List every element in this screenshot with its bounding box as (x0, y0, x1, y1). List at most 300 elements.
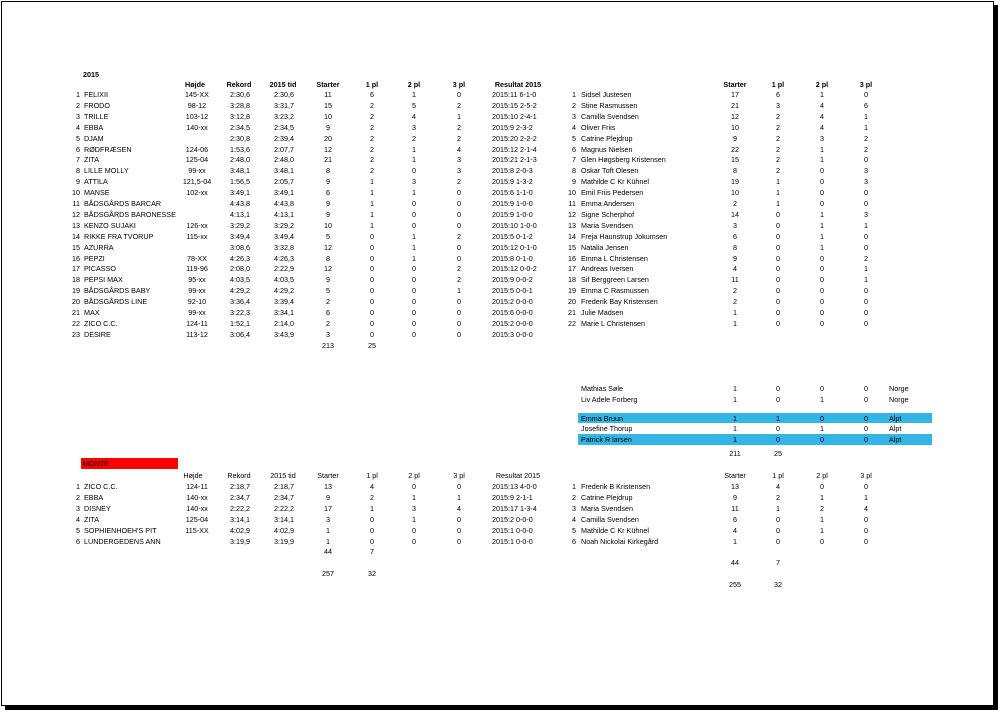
rider-2pl: 0 (820, 166, 824, 176)
rider-1pl: 1 (776, 188, 780, 198)
horse-rekord: 3:29,2 (230, 220, 250, 230)
horse-rank: 2 (76, 100, 80, 110)
rider-starter: 19 (731, 177, 739, 187)
horse-3pl: 0 (457, 318, 461, 328)
horse-1pl: 1 (370, 188, 374, 198)
rider-1pl: 2 (776, 492, 780, 502)
horse-2015-tid: 3:31,7 (274, 100, 294, 110)
horse-2pl: 0 (412, 220, 416, 230)
horse-2pl: 0 (412, 264, 416, 274)
horse-3pl: 2 (457, 133, 461, 143)
monte-riders-total-1pl: 7 (776, 558, 780, 567)
rider-name: Marie L Christensen (581, 318, 646, 328)
rider-3pl: 0 (864, 242, 868, 252)
rider-rank: 13 (568, 220, 576, 230)
rider-1pl: 0 (776, 242, 780, 252)
rider-starter: 9 (733, 492, 737, 502)
horse-rank: 7 (76, 155, 80, 165)
rider-1pl: 0 (776, 536, 780, 546)
horse-resultat: 2015:5 0-1-2 (492, 231, 533, 241)
extra-rider-3pl: 0 (864, 384, 868, 393)
horse-resultat: 2015:20 2-2-2 (492, 133, 537, 143)
horse-starter: 13 (324, 482, 332, 491)
horse-3pl: 2 (457, 100, 461, 110)
horse-2015-tid: 2:14,0 (274, 318, 294, 328)
horse-starter: 10 (324, 111, 332, 121)
rider-header-3pl: 3 pl (859, 80, 873, 89)
rider-starter: 3 (733, 220, 737, 230)
horse-2pl: 5 (412, 100, 416, 110)
rider-2pl: 0 (820, 286, 824, 296)
rider-name: Magnus Nielsen (581, 144, 633, 154)
rider-1pl: 0 (776, 209, 780, 219)
horse-resultat: 2015:12 2-1-4 (492, 144, 537, 154)
rider-name: Catrine Plejdrup (581, 133, 633, 143)
horse-1pl: 0 (370, 264, 374, 274)
rider-starter: 1 (733, 308, 737, 317)
rider-rank: 21 (568, 308, 576, 317)
rider-1pl: 4 (776, 482, 780, 491)
horse-2pl: 0 (412, 329, 416, 339)
rider-2pl: 1 (820, 155, 824, 165)
horse-starter: 1 (326, 536, 330, 546)
monte-title: MONTE (83, 459, 109, 468)
rider-name: Oliver Friis (581, 122, 616, 132)
rider-2pl: 0 (820, 253, 824, 263)
horse-name: PICASSO (84, 264, 116, 274)
horse-name: ZICO C.C. (84, 318, 118, 328)
horse-3pl: 2 (457, 275, 461, 285)
horse-2015-tid: 3:14,1 (274, 514, 294, 524)
rider-starter: 10 (731, 122, 739, 132)
horse-starter: 17 (324, 503, 332, 513)
horse-1pl: 0 (370, 242, 374, 252)
rider-3pl: 0 (864, 90, 868, 99)
horse-3pl: 0 (457, 242, 461, 252)
rider-3pl: 3 (864, 209, 868, 219)
rider-2pl: 2 (820, 503, 824, 513)
monte-header-resultat: Resultat 2015 (495, 471, 541, 480)
horse-rank: 9 (76, 177, 80, 187)
horse-starter: 10 (324, 220, 332, 230)
rider-3pl: 3 (864, 166, 868, 176)
horse-rank: 12 (72, 209, 80, 219)
header-hojde: Højde (185, 80, 205, 89)
horse-starter: 1 (326, 525, 330, 535)
rider-3pl: 0 (864, 514, 868, 524)
horse-3pl: 1 (457, 286, 461, 296)
horse-rekord: 3:49,4 (230, 231, 250, 241)
horse-rekord: 3:49,1 (230, 188, 250, 198)
horse-rank: 3 (76, 503, 80, 513)
horse-name: BÅDSGÅRDS BARONESSE (84, 209, 176, 219)
rider-rank: 8 (572, 166, 576, 176)
horse-resultat: 2015:9 0-0-2 (492, 275, 533, 285)
horse-starter: 8 (326, 253, 330, 263)
horse-1pl: 0 (370, 329, 374, 339)
rider-starter: 10 (731, 188, 739, 198)
horse-1pl: 2 (370, 111, 374, 121)
rider-1pl: 1 (776, 177, 780, 187)
rider-2pl: 1 (820, 220, 824, 230)
horse-starter: 9 (326, 177, 330, 187)
rider-name: Freja Haunstrup Jokumsen (581, 231, 668, 241)
rider-name: Glen Høgsberg Kristensen (581, 155, 666, 165)
rider-3pl: 0 (864, 308, 868, 317)
monte-header-starter: Starter (317, 471, 339, 480)
horse-resultat: 2015:8 0-1-0 (492, 253, 533, 263)
rider-3pl: 1 (864, 264, 868, 274)
rider-starter: 8 (733, 166, 737, 176)
horse-resultat: 2015:17 1-3-4 (492, 503, 537, 513)
horse-starter: 3 (326, 514, 330, 524)
horse-starter: 5 (326, 231, 330, 241)
horse-hojde: 113-12 (186, 329, 208, 339)
horse-name: MANSE (84, 188, 110, 198)
rider-1pl: 0 (776, 318, 780, 328)
horse-rank: 2 (76, 492, 80, 502)
rider-3pl: 6 (864, 100, 868, 110)
horse-name: ZITA (84, 514, 100, 524)
rider-starter: 2 (733, 297, 737, 307)
horse-name: RØDFRÆSEN (84, 144, 132, 154)
horse-2pl: 3 (412, 122, 416, 132)
rider-2pl: 1 (820, 492, 824, 502)
rider-1pl: 2 (776, 133, 780, 143)
rider-1pl: 2 (776, 111, 780, 121)
extra-rider-name: Patrick R larsen (581, 435, 632, 445)
horse-rekord: 1:53,6 (230, 144, 250, 154)
rider-name: Signe Scherphof (581, 209, 635, 219)
horse-2015-tid: 2:34,7 (274, 492, 294, 502)
rider-starter: 17 (731, 90, 739, 99)
horses-total-starter: 213 (322, 340, 334, 350)
horse-rekord: 2:30,8 (230, 133, 250, 143)
rider-3pl: 1 (864, 111, 868, 121)
horse-2pl: 0 (412, 482, 416, 491)
horse-hojde: 124-06 (185, 144, 209, 154)
monte-header-2pl: 2 pl (408, 471, 420, 480)
monte-header-rekord: Rekord (227, 471, 251, 480)
horse-2015-tid: 3:19,9 (274, 536, 294, 546)
horse-1pl: 2 (370, 133, 374, 143)
rider-3pl: 0 (864, 482, 868, 491)
horse-starter: 6 (326, 188, 330, 198)
horse-hojde: 124-11 (186, 482, 208, 491)
rider-starter: 13 (731, 482, 739, 491)
year-title: 2015 (83, 70, 99, 79)
horse-3pl: 0 (457, 308, 461, 317)
rider-rank: 1 (572, 482, 576, 491)
horse-3pl: 1 (457, 111, 461, 121)
horse-starter: 12 (324, 264, 332, 274)
horse-3pl: 1 (457, 492, 461, 502)
rider-2pl: 0 (820, 318, 824, 328)
horse-hojde: 98-12 (187, 100, 207, 110)
horse-2015-tid: 3:32,8 (274, 242, 294, 252)
horse-3pl: 0 (457, 253, 461, 263)
rider-2pl: 1 (820, 231, 824, 241)
horse-rank: 6 (76, 144, 80, 154)
rider-rank: 6 (572, 144, 576, 154)
horse-resultat: 2015:9 1-3-2 (492, 177, 533, 187)
horse-starter: 21 (324, 155, 332, 165)
rider-rank: 3 (572, 111, 576, 121)
horse-2pl: 1 (412, 144, 416, 154)
rider-1pl: 0 (776, 525, 780, 535)
rider-starter: 1 (733, 536, 737, 546)
horse-rekord: 3:14,1 (230, 514, 250, 524)
horse-starter: 2 (326, 297, 330, 307)
horse-resultat: 2015:2 0-0-0 (492, 297, 533, 307)
extra-rider-1pl: 0 (776, 384, 780, 393)
rider-2pl: 1 (820, 242, 824, 252)
horse-rekord: 3:08,6 (230, 242, 250, 252)
rider-3pl: 0 (864, 525, 868, 535)
horse-starter: 12 (324, 242, 332, 252)
horse-name: EBBA (84, 492, 104, 502)
rider-starter: 11 (731, 503, 739, 513)
horse-starter: 6 (326, 308, 330, 317)
rider-starter: 2 (733, 286, 737, 296)
horse-resultat: 2015:1 0-0-0 (492, 536, 533, 546)
horse-3pl: 2 (457, 122, 461, 132)
horse-rekord: 2:18,7 (230, 482, 250, 491)
horse-hojde: 126-xx (186, 220, 208, 230)
horse-resultat: 2015:2 0-0-0 (492, 514, 533, 524)
horse-rank: 11 (72, 199, 80, 208)
horse-2015-tid: 4:43,8 (274, 199, 294, 208)
horse-resultat: 2015:12 0-1-0 (492, 242, 537, 252)
rider-3pl: 2 (864, 133, 868, 143)
horse-name: DESIRE (84, 329, 111, 339)
horse-1pl: 0 (370, 536, 374, 546)
rider-1pl: 2 (776, 155, 780, 165)
rider-rank: 12 (568, 209, 576, 219)
horse-rank: 3 (76, 111, 80, 121)
horse-rank: 17 (72, 264, 80, 274)
horse-hojde: 140-xx (186, 122, 208, 132)
rider-starter: 21 (731, 100, 739, 110)
horse-resultat: 2015:21 2-1-3 (492, 155, 537, 165)
horse-starter: 3 (326, 329, 330, 339)
rider-1pl: 0 (776, 297, 780, 307)
horse-hojde: 99-xx (188, 308, 206, 317)
horse-2015-tid: 3:39,4 (274, 297, 294, 307)
horse-rank: 6 (76, 536, 80, 546)
rider-2pl: 3 (820, 133, 824, 143)
rider-1pl: 3 (776, 100, 780, 110)
horse-hojde: 102-xx (186, 188, 208, 198)
horse-rank: 15 (72, 242, 80, 252)
horse-2015-tid: 2:22,2 (274, 503, 294, 513)
rider-starter: 12 (731, 111, 739, 121)
horse-2pl: 1 (412, 231, 416, 241)
horse-resultat: 2015:3 0-0-0 (492, 329, 533, 339)
rider-starter: 4 (733, 264, 737, 274)
horse-starter: 8 (326, 166, 330, 176)
extra-rider-starter: 1 (733, 394, 737, 404)
rider-name: Emil Friis Pedersen (581, 188, 644, 198)
horse-name: DISNEY (84, 503, 111, 513)
rider-name: Stine Rasmussen (581, 100, 638, 110)
horse-2pl: 3 (412, 503, 416, 513)
horse-2pl: 0 (412, 536, 416, 546)
rider-name: Emma L Christensen (581, 253, 648, 263)
horse-name: EBBA (84, 122, 104, 132)
rider-starter: 6 (733, 514, 737, 524)
rider-name: Mathilde C Kr Kühnel (581, 177, 649, 187)
horse-starter: 9 (326, 492, 330, 502)
rider-rank: 3 (572, 503, 576, 513)
rider-3pl: 0 (864, 286, 868, 296)
horse-3pl: 0 (457, 514, 461, 524)
horse-2015-tid: 2:05,7 (274, 177, 294, 187)
horse-resultat: 2015:8 2-0-3 (492, 166, 533, 176)
horse-rekord: 3:28,8 (230, 100, 250, 110)
horse-2015-tid: 3:29,2 (274, 220, 294, 230)
rider-name: Emma Andersen (581, 199, 635, 208)
horse-1pl: 2 (370, 155, 374, 165)
horse-name: TRILLE (84, 111, 109, 121)
monte-rider-header-1pl: 1 pl (772, 471, 784, 480)
horse-resultat: 2015:9 1-0-0 (492, 199, 533, 208)
horse-name: FRODO (84, 100, 110, 110)
horse-name: BÅDSGÅRDS BARCAR (84, 199, 162, 208)
rider-2pl: 0 (820, 177, 824, 187)
horse-3pl: 0 (457, 199, 461, 208)
horse-rekord: 3:22,3 (230, 308, 250, 317)
horse-rank: 1 (76, 90, 80, 99)
horse-1pl: 0 (370, 297, 374, 307)
monte-riders-grand-starter: 255 (729, 580, 741, 589)
horse-rekord: 4:02,9 (230, 525, 250, 535)
horse-3pl: 3 (457, 166, 461, 176)
rider-name: Maria Svendsen (581, 503, 633, 513)
horse-1pl: 2 (370, 492, 374, 502)
horse-2pl: 2 (412, 133, 416, 143)
horse-hojde: 140-xx (186, 503, 208, 513)
rider-2pl: 0 (820, 275, 824, 285)
horse-2015-tid: 2:18,7 (274, 482, 294, 491)
horse-rekord: 4:03,5 (230, 275, 250, 285)
rider-1pl: 1 (776, 503, 780, 513)
rider-starter: 2 (733, 199, 737, 208)
header-resultat: Resultat 2015 (494, 80, 542, 89)
monte-header-1pl: 1 pl (366, 471, 378, 480)
horse-name: LUNDERGEDENS ANN (84, 536, 161, 546)
rider-rank: 16 (568, 253, 576, 263)
horse-starter: 9 (326, 122, 330, 132)
horse-1pl: 0 (370, 514, 374, 524)
rider-rank: 22 (568, 318, 576, 328)
rider-name: Sif Berggreen Larsen (581, 275, 649, 285)
rider-1pl: 2 (776, 144, 780, 154)
horse-3pl: 0 (457, 297, 461, 307)
header-starter: Starter (316, 80, 340, 89)
extra-rider-note: Alpt (889, 413, 902, 423)
horse-rekord: 3:36,4 (230, 297, 250, 307)
rider-3pl: 2 (864, 253, 868, 263)
horse-rank: 5 (76, 133, 80, 143)
horse-1pl: 0 (370, 253, 374, 263)
horse-resultat: 2015:9 2-3-2 (492, 122, 533, 132)
horse-1pl: 2 (370, 166, 374, 176)
horse-rekord: 4:26,3 (230, 253, 250, 263)
rider-name: Oskar Toft Olesen (581, 166, 639, 176)
horse-2pl: 0 (412, 525, 416, 535)
horse-rank: 1 (76, 482, 80, 491)
horse-1pl: 4 (370, 482, 374, 491)
extra-rider-1pl: 1 (776, 413, 780, 423)
rider-2pl: 4 (820, 100, 824, 110)
horse-resultat: 2015:15 2-5-2 (492, 100, 537, 110)
horse-name: FELIXII (84, 90, 108, 99)
horse-rank: 4 (76, 122, 80, 132)
rider-2pl: 0 (820, 188, 824, 198)
horse-2015-tid: 2:07,7 (274, 144, 294, 154)
horse-2015-tid: 2:34,5 (274, 122, 294, 132)
horse-rank: 4 (76, 514, 80, 524)
horses-total-1pl: 25 (368, 340, 376, 350)
rider-1pl: 0 (776, 286, 780, 296)
horse-2015-tid: 3:49,1 (274, 188, 294, 198)
horse-hojde: 95-xx (188, 275, 206, 285)
horse-starter: 20 (324, 133, 332, 143)
horse-2015-tid: 4:03,5 (274, 275, 294, 285)
horse-1pl: 1 (370, 220, 374, 230)
rider-name: Noah Nickolai Kirkegård (581, 536, 659, 546)
rider-name: Catrine Plejdrup (581, 492, 633, 502)
horse-3pl: 0 (457, 536, 461, 546)
rider-3pl: 2 (864, 144, 868, 154)
horse-starter: 11 (324, 90, 332, 99)
monte-grand-total-1pl: 32 (368, 569, 376, 578)
rider-3pl: 0 (864, 536, 868, 546)
rider-3pl: 4 (864, 503, 868, 513)
rider-header-2pl: 2 pl (815, 80, 829, 89)
horse-hojde: 125-04 (185, 514, 209, 524)
horse-1pl: 1 (370, 177, 374, 187)
horse-rekord: 4:43,8 (230, 199, 250, 208)
horse-2015-tid: 3:48,1 (274, 166, 294, 176)
horse-2pl: 0 (412, 286, 416, 296)
horse-2015-tid: 3:43,9 (274, 329, 294, 339)
horse-2pl: 3 (412, 177, 416, 187)
horse-resultat: 2015:6 1-1-0 (492, 188, 533, 198)
horse-hojde: 92-10 (187, 297, 207, 307)
horse-hojde: 78-XX (187, 253, 207, 263)
horse-1pl: 1 (370, 209, 374, 219)
horse-name: KENZO SUJAKI (84, 220, 136, 230)
horse-rank: 19 (72, 286, 80, 296)
rider-2pl: 4 (820, 111, 824, 121)
extra-rider-name: Josefine Thorup (581, 424, 633, 434)
horse-rank: 20 (72, 297, 80, 307)
rider-3pl: 3 (864, 177, 868, 187)
rider-rank: 4 (572, 122, 576, 132)
horse-hojde: 125-04 (185, 155, 209, 165)
horse-3pl: 0 (457, 329, 461, 339)
horse-starter: 5 (326, 286, 330, 296)
horse-1pl: 0 (370, 308, 374, 317)
extra-rider-1pl: 0 (776, 394, 780, 404)
rider-starter: 8 (733, 242, 737, 252)
horse-rekord: 2:34,7 (230, 492, 250, 502)
rider-1pl: 0 (776, 308, 780, 317)
horse-resultat: 2015:12 0-0-2 (492, 264, 537, 274)
horse-3pl: 0 (457, 188, 461, 198)
